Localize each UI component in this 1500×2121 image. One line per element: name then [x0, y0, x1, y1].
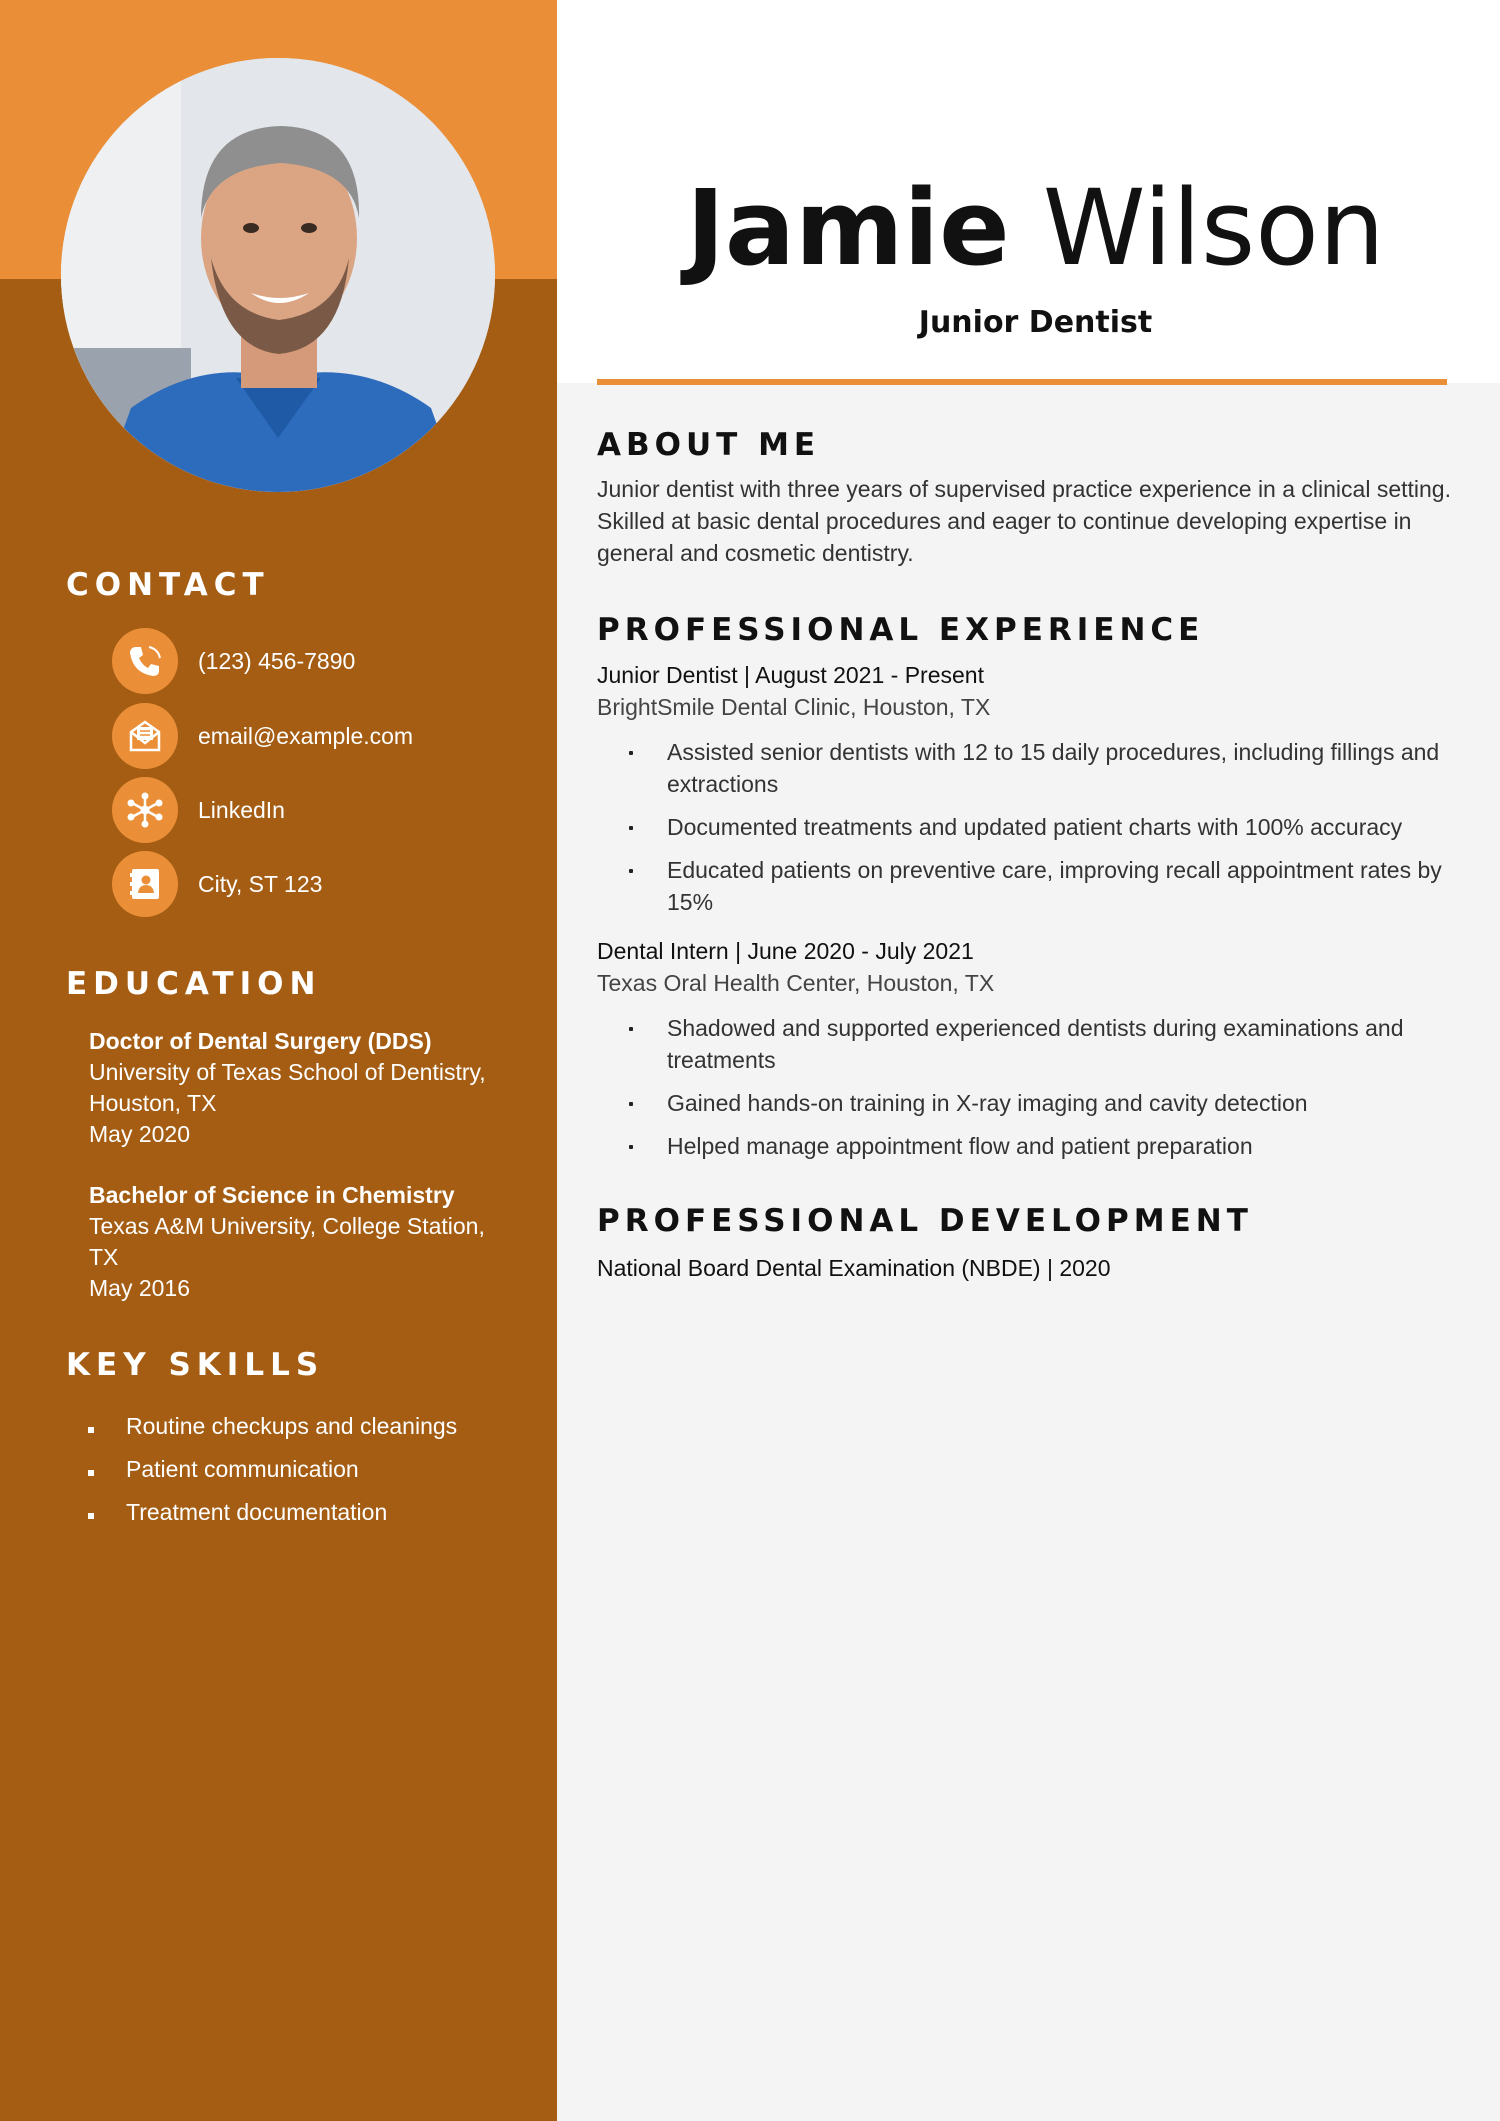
job-bullet: Shadowed and supported experienced dentists during examinations and treatments — [625, 1012, 1475, 1076]
skill-item: Treatment documentation — [84, 1491, 457, 1534]
skills-heading: KEY SKILLS — [66, 1347, 325, 1383]
education-school: University of Texas School of Dentistry, — [89, 1059, 486, 1085]
contact-address-text: City, ST 123 — [198, 870, 323, 897]
contact-email — [112, 703, 413, 769]
education-date: May 2016 — [89, 1275, 191, 1301]
email-icon — [112, 703, 178, 769]
header-divider — [597, 379, 1447, 385]
education-school-location: Houston, TX — [89, 1090, 217, 1116]
education-heading: EDUCATION — [66, 966, 322, 1002]
job-bullet: Helped manage appointment flow and patient preparation — [625, 1130, 1475, 1162]
development-heading: PROFESSIONAL DEVELOPMENT — [597, 1203, 1253, 1239]
education-school: Texas A&M University, College Station, — [89, 1213, 485, 1239]
job-bullets — [625, 736, 1475, 929]
job-role-line: Junior Dentist | August 2021 - Present — [597, 662, 984, 688]
contact-address — [112, 851, 322, 917]
job-company: BrightSmile Dental Clinic, Houston, TX — [597, 694, 991, 720]
education-entry — [89, 1180, 519, 1304]
address-card-icon — [112, 851, 178, 917]
about-heading: ABOUT ME — [597, 427, 821, 463]
job-title: Junior Dentist — [918, 305, 1153, 340]
contact-phone — [112, 628, 355, 694]
education-degree: Bachelor of Science in Chemistry — [89, 1182, 455, 1208]
contact-linkedin — [112, 777, 285, 843]
contact-email-text[interactable]: email@example.com — [198, 722, 414, 749]
candidate-name — [557, 168, 1500, 288]
skills-list — [84, 1405, 457, 1534]
phone-icon — [112, 628, 178, 694]
development-item: National Board Dental Examination (NBDE) | 2020 — [597, 1255, 1111, 1281]
experience-heading: PROFESSIONAL EXPERIENCE — [597, 612, 1205, 648]
job-company: Texas Oral Health Center, Houston, TX — [597, 970, 995, 996]
contact-phone-text[interactable]: (123) 456-7890 — [198, 647, 356, 674]
education-entry — [89, 1026, 519, 1150]
job-bullets — [625, 1012, 1475, 1173]
contact-linkedin-text[interactable]: LinkedIn — [198, 796, 285, 823]
education-school-location: TX — [89, 1244, 119, 1270]
job-bullet: Assisted senior dentists with 12 to 15 daily procedures, including fillings and extractions — [625, 736, 1475, 800]
skill-item: Patient communication — [84, 1448, 457, 1491]
job-bullet: Gained hands-on training in X-ray imaging and cavity detection — [625, 1087, 1475, 1119]
first-name: Jamie — [686, 167, 1010, 289]
about-text: Junior dentist with three years of supervised practice experience in a clinical setting. Skilled at basic dental procedures and eager to continue developing expertise in general and cosmetic dentistry. — [597, 476, 1451, 566]
education-date: May 2020 — [89, 1121, 191, 1147]
profile-photo — [61, 58, 495, 492]
contact-heading: CONTACT — [66, 567, 270, 603]
job-role-line: Dental Intern | June 2020 - July 2021 — [597, 938, 974, 964]
network-icon — [112, 777, 178, 843]
skill-item: Routine checkups and cleanings — [84, 1405, 457, 1448]
education-degree: Doctor of Dental Surgery (DDS) — [89, 1028, 432, 1054]
job-bullet: Educated patients on preventive care, improving recall appointment rates by 15% — [625, 854, 1475, 918]
last-name: Wilson — [1042, 167, 1385, 289]
job-bullet: Documented treatments and updated patient charts with 100% accuracy — [625, 811, 1475, 843]
